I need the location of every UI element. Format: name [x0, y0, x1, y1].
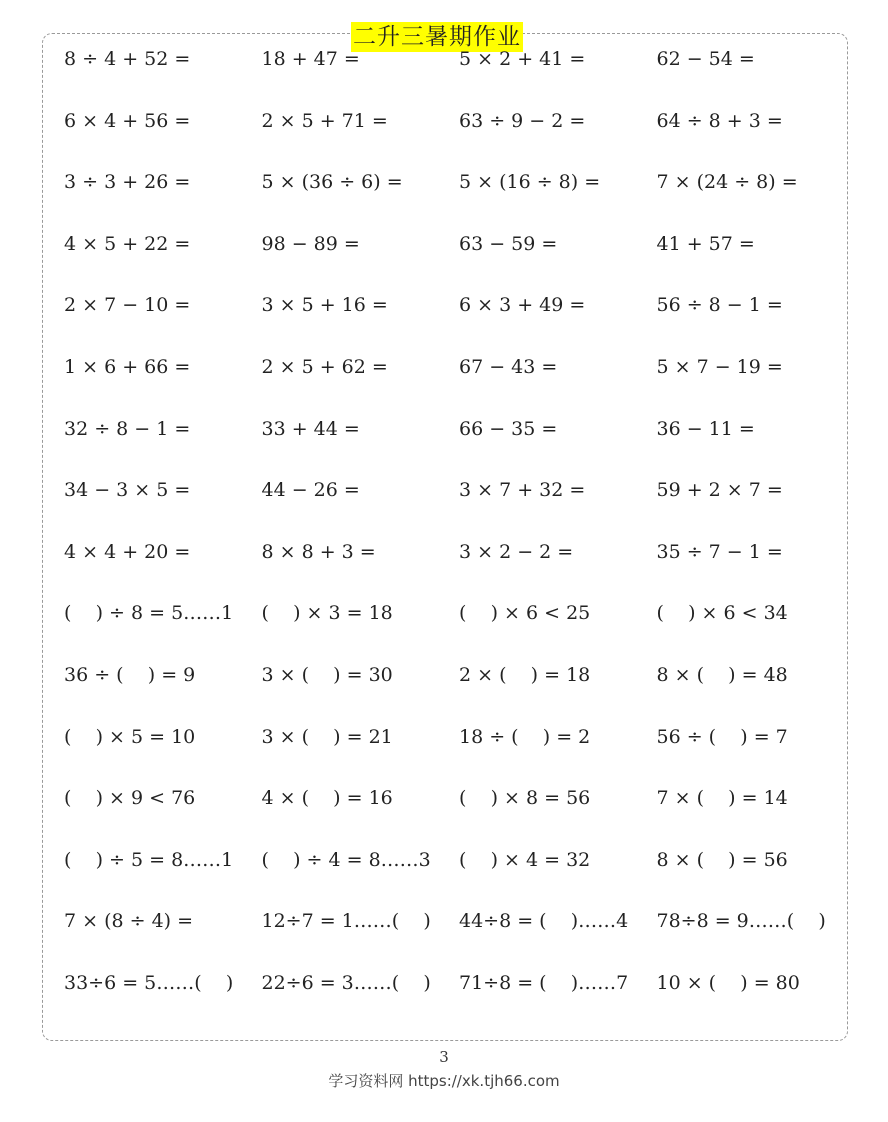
problem: ( ) × 8 = 56 [459, 787, 591, 810]
problem-row [64, 660, 854, 722]
problem: 5 × 2 + 41 = [459, 48, 586, 70]
problem: 2 × 5 + 71 = [261, 109, 388, 132]
problem-row [64, 537, 854, 599]
problem: ( ) ÷ 8 = 5……1 [64, 602, 234, 625]
problem: 3 × ( ) = 30 [261, 663, 393, 686]
problem: 98 − 89 = [261, 232, 360, 255]
problem: 18 ÷ ( ) = 2 [459, 725, 591, 748]
problem: 36 − 11 = [656, 417, 755, 440]
problem: 36 ÷ ( ) = 9 [64, 663, 196, 686]
problem-row [64, 906, 854, 968]
problem: 18 + 47 = [261, 48, 360, 70]
problem: 32 ÷ 8 − 1 = [64, 417, 191, 440]
problem: 1 × 6 + 66 = [64, 355, 191, 378]
problem: ( ) × 5 = 10 [64, 725, 196, 748]
problem: 5 × (36 ÷ 6) = [261, 171, 403, 194]
problem: 78÷8 = 9……( ) [656, 910, 826, 933]
problem: 2 × 5 + 62 = [261, 355, 388, 378]
problem: 7 × (24 ÷ 8) = [656, 171, 798, 194]
problem-row [64, 44, 854, 106]
problem: 3 × 7 + 32 = [459, 479, 586, 502]
problem: 7 × (8 ÷ 4) = [64, 910, 194, 933]
problem: 3 × 5 + 16 = [261, 294, 388, 317]
problem: 59 + 2 × 7 = [656, 479, 783, 502]
problem: ( ) × 4 = 32 [459, 848, 591, 871]
problem: ( ) ÷ 5 = 8……1 [64, 848, 234, 871]
problem-row [64, 290, 854, 352]
problem: 33 + 44 = [261, 417, 360, 440]
problem: 33÷6 = 5……( ) [64, 971, 234, 994]
page-number: 3 [439, 1048, 449, 1066]
problem: 34 − 3 × 5 = [64, 479, 191, 502]
problem-row [64, 414, 854, 476]
problem: 8 ÷ 4 + 52 = [64, 48, 191, 70]
problem: 4 × 5 + 22 = [64, 232, 191, 255]
problem-row [64, 229, 854, 291]
problem: 4 × ( ) = 16 [261, 787, 393, 810]
problem-row [64, 783, 854, 845]
problem: 41 + 57 = [656, 232, 755, 255]
problem: 8 × ( ) = 56 [656, 848, 788, 871]
problem: 3 ÷ 3 + 26 = [64, 171, 191, 194]
problem: 63 ÷ 9 − 2 = [459, 109, 586, 132]
problem: 64 ÷ 8 + 3 = [656, 109, 783, 132]
problem: 56 ÷ ( ) = 7 [656, 725, 788, 748]
problem: 4 × 4 + 20 = [64, 540, 191, 563]
problem: 44÷8 = ( )……4 [459, 910, 629, 933]
problem-grid [64, 44, 854, 1030]
problem: 35 ÷ 7 − 1 = [656, 540, 783, 563]
problem-row [64, 722, 854, 784]
problem-row [64, 845, 854, 907]
problem-row [64, 167, 854, 229]
problem: 10 × ( ) = 80 [656, 971, 800, 994]
problem: 6 × 3 + 49 = [459, 294, 586, 317]
problem: 67 − 43 = [459, 355, 558, 378]
problem: 71÷8 = ( )……7 [459, 971, 629, 994]
problem: ( ) × 3 = 18 [261, 602, 393, 625]
problem: 5 × 7 − 19 = [656, 355, 783, 378]
worksheet-title: 二升三暑期作业 [353, 24, 521, 50]
problem-row [64, 598, 854, 660]
problem: 7 × ( ) = 14 [656, 787, 788, 810]
footer-source: 学习资料网 https://xk.tjh66.com [328, 1072, 560, 1090]
problem: 8 × 8 + 3 = [261, 540, 376, 563]
problem: 66 − 35 = [459, 417, 558, 440]
problem: 3 × ( ) = 21 [261, 725, 393, 748]
problem: 56 ÷ 8 − 1 = [656, 294, 783, 317]
problem-row [64, 352, 854, 414]
problem: 2 × 7 − 10 = [64, 294, 191, 317]
problem: ( ) × 6 < 25 [459, 602, 591, 625]
problem: 63 − 59 = [459, 232, 558, 255]
problem: 2 × ( ) = 18 [459, 663, 591, 686]
problem: 12÷7 = 1……( ) [261, 910, 431, 933]
problem-row [64, 475, 854, 537]
problem: 62 − 54 = [656, 48, 755, 70]
problem: 5 × (16 ÷ 8) = [459, 171, 601, 194]
problem: ( ) × 9 < 76 [64, 787, 196, 810]
problem-row [64, 106, 854, 168]
problem: 8 × ( ) = 48 [656, 663, 788, 686]
problem-row [64, 968, 854, 1030]
problem: 44 − 26 = [261, 479, 360, 502]
problem: 3 × 2 − 2 = [459, 540, 574, 563]
problem: ( ) × 6 < 34 [656, 602, 788, 625]
problem: ( ) ÷ 4 = 8……3 [261, 848, 431, 871]
problem: 22÷6 = 3……( ) [261, 971, 431, 994]
problem: 6 × 4 + 56 = [64, 109, 191, 132]
